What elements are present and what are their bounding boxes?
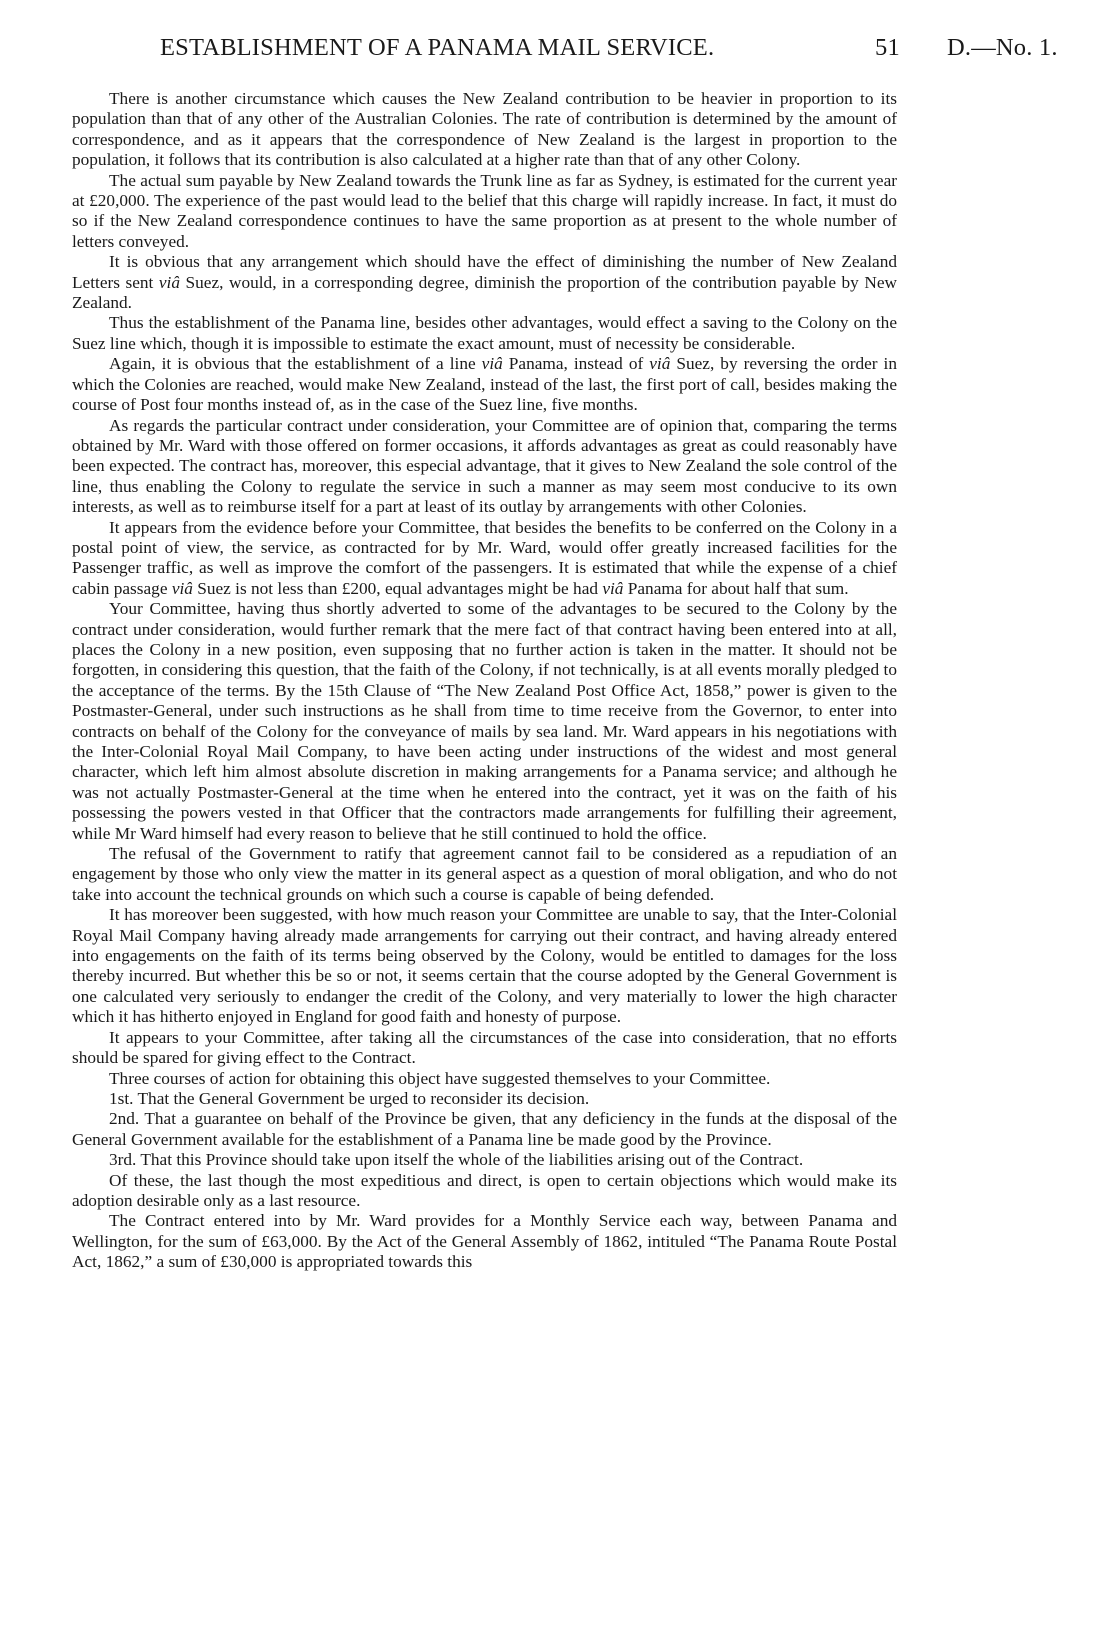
paragraph: It appears to your Committee, after taking all the circumstances of the case into consideration, that no efforts should be spared for giving effect to the Contract. xyxy=(72,1027,897,1068)
paragraph: Your Committee, having thus shortly adverted to some of the advantages to be secured to the Colony by the contract under consideration, would further remark that the mere fact of that contract having been entered into at all, places the Colony in a new position, even supposing that no further action is taken in the matter. It should not be forgotten, in considering this question, that the faith of the Colony, if not technically, is at all events morally pledged to the acceptance of the terms. By the 15th Clause of “The New Zealand Post Office Act, 1858,” power is given to the Postmaster-General, under such instructions as he shall from time to time receive from the Governor, to enter into contracts on behalf of the Colony for the conveyance of mails by sea land. Mr. Ward appears in his negotiations with the Inter-Colonial Royal Mail Company, to have been acting under instructions of the widest and most general character, which left him almost absolute discretion in making arrangements for a Panama service; and although he was not actually Postmaster-General at the time when he entered into the contract, yet it was on the faith of his possessing the powers vested in that Officer that the contractors made arrangements for fulfilling their agreement, while Mr Ward himself had every reason to believe that he still continued to hold the office. xyxy=(72,599,897,843)
paragraph: There is another circumstance which causes the New Zealand contribution to be heavier in proportion to its population than that of any other of the Australian Colonies. The rate of contribution is determined by the amount of correspondence, and as it appears that the correspondence of New Zealand is the largest in proportion to the population, it follows that its contribution is also calculated at a higher rate than that of any other Colony. xyxy=(72,89,897,170)
paragraph: Thus the establishment of the Panama line, besides other advantages, would effect a saving to the Colony on the Suez line which, though it is impossible to estimate the exact amount, must of necessity be considerable. xyxy=(72,313,897,353)
list-item: 2nd. That a guarantee on behalf of the Province be given, that any deficiency in the funds at the disposal of the General Government available for the establishment of a Panama line be made good by the Province. xyxy=(72,1109,897,1149)
paragraph: It has moreover been suggested, with how much reason your Committee are unable to say, that the Inter-Colonial Royal Mail Company having already made arrangements for carrying out their contract, and having already entered into engagements on the faith of its terms being observed by the Colony, would be entitled to damages for the loss thereby incurred. But whether this be so or not, it seems certain that the course adopted by the General Government is one calculated very seriously to endanger the credit of the Colony, and very materially to lower the high character which it has hitherto enjoyed in England for good faith and honesty of purpose. xyxy=(72,905,897,1027)
paragraph: It appears from the evidence before your Committee, that besides the benefits to be conferred on the Colony in a postal point of view, the service, as contracted for by Mr. Ward, would offer greatly increased facilities for the Passenger traffic, as well as improve the comfort of the passengers. It is estimated that while the expense of a chief cabin passage viâ Suez is not less than £200, equal advantages might be had viâ Panama for about half that sum. xyxy=(72,517,897,598)
paragraph: The refusal of the Government to ratify that agreement cannot fail to be considered as a repudiation of an engagement by those who only view the matter in its general aspect as a question of moral obligation, and who do not take into account the technical grounds on which such a course is capable of being defended. xyxy=(72,844,897,904)
paragraph: It is obvious that any arrangement which should have the effect of diminishing the number of New Zealand Letters sent viâ Suez, would, in a corresponding degree, diminish the proportion of the contribution payable by New Zealand. xyxy=(72,252,897,313)
paragraph: The Contract entered into by Mr. Ward provides for a Monthly Service each way, between Panama and Wellington, for the sum of £63,000. By the Act of the General Assembly of 1862, intituled “The Panama Route Postal Act, 1862,” a sum of £30,000 is appropriated towards this xyxy=(72,1211,897,1272)
page-header xyxy=(0,34,1114,68)
paragraph: Of these, the last though the most expeditious and direct, is open to certain objections which would make its adoption desirable only as a last resource. xyxy=(72,1170,897,1210)
paragraph: As regards the particular contract under consideration, your Committee are of opinion that, comparing the terms obtained by Mr. Ward with those offered on former occasions, it affords advantages as great as could reasonably have been expected. The contract has, moreover, this especial advantage, that it gives to New Zealand the sole control of the line, thus enabling the Colony to regulate the service in such a manner as may seem most conducive to its own interests, as well as to reimburse itself for a part at least of its outlay by arrangements with other Colonies. xyxy=(72,415,897,517)
list-item: 3rd. That this Province should take upon itself the whole of the liabilities arising out of the Contract. xyxy=(109,1150,804,1170)
paragraph: Three courses of action for obtaining this object have suggested themselves to your Committee. xyxy=(109,1068,771,1088)
running-title: ESTABLISHMENT OF A PANAMA MAIL SERVICE. xyxy=(160,34,715,61)
list-item: 1st. That the General Government be urged to reconsider its decision. xyxy=(109,1088,590,1108)
page-number: 51 xyxy=(875,34,900,61)
document-body xyxy=(72,89,897,1273)
paragraph: The actual sum payable by New Zealand towards the Trunk line as far as Sydney, is estimated for the current year at £20,000. The experience of the past would lead to the belief that this charge will rapidly increase. In fact, it must do so if the New Zealand correspondence continues to have the same proportion as at present to the whole number of letters conveyed. xyxy=(72,170,897,251)
document-reference: D.—No. 1. xyxy=(947,34,1058,61)
paragraph: Again, it is obvious that the establishment of a line viâ Panama, instead of viâ Suez, by reversing the order in which the Colonies are reached, would make New Zealand, instead of the last, the first port of call, besides making the course of Post four months instead of, as in the case of the Suez line, five months. xyxy=(72,354,897,415)
